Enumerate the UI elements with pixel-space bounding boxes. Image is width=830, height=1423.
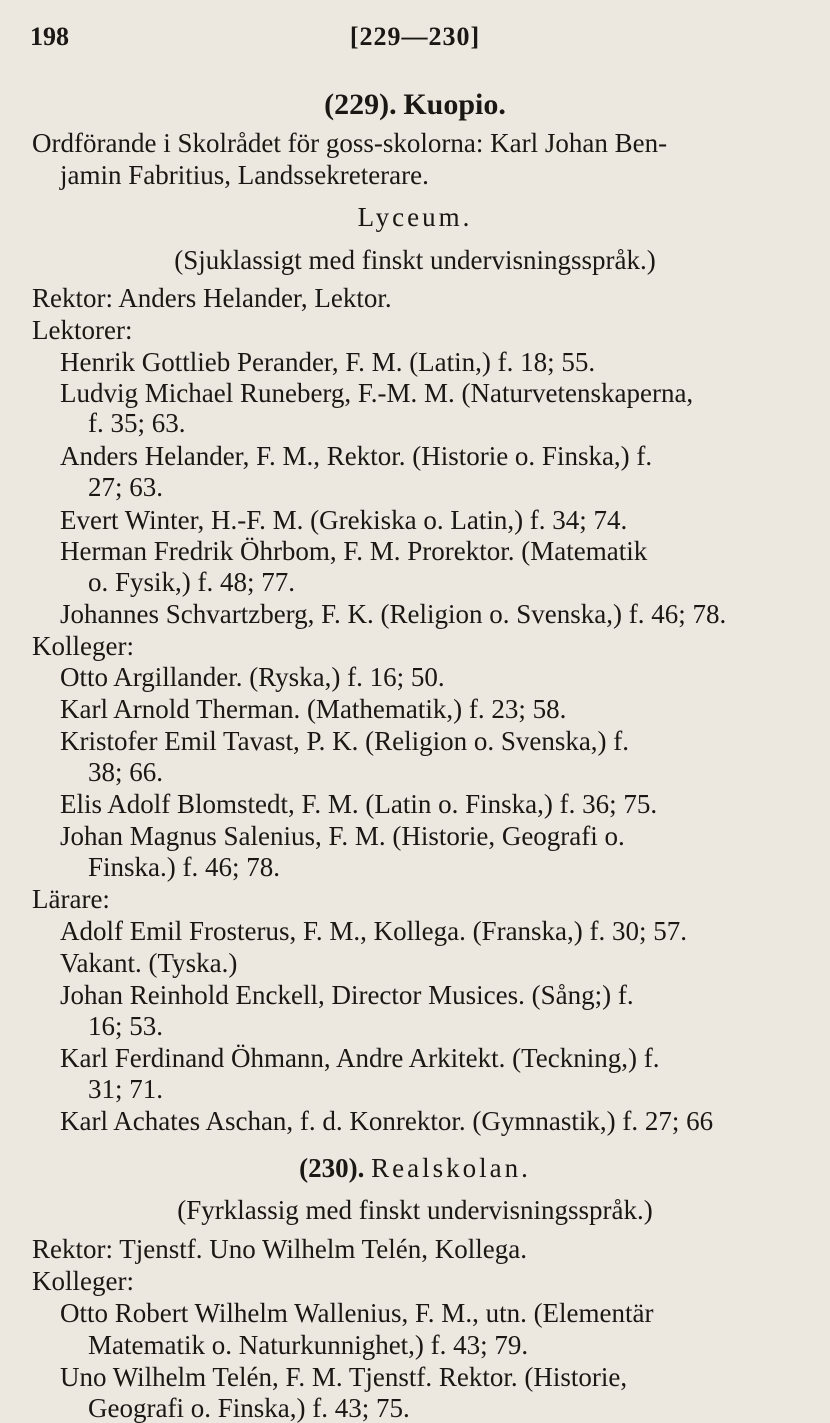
page-header bbox=[0, 22, 830, 62]
larare-entry: Karl Ferdinand Öhmann, Andre Arkitekt. (Teckning,) f. bbox=[60, 1043, 660, 1073]
school-subtitle-realskolan: (Fyrklassig med finskt undervisningsspråk.) bbox=[177, 1195, 653, 1225]
section-229-title: Kuopio. bbox=[403, 88, 506, 121]
larare-entry-continued: 31; 71. bbox=[88, 1074, 164, 1104]
section-230-heading bbox=[0, 1153, 830, 1183]
lektor-entry: Evert Winter, H.-F. M. (Grekiska o. Latin,) f. 34; 74. bbox=[60, 505, 628, 535]
realskolan-kollega-entry: Uno Wilhelm Telén, F. M. Tjenstf. Rektor. (Historie, bbox=[60, 1362, 628, 1392]
larare-heading: Lärare: bbox=[32, 884, 110, 914]
lektorer-heading: Lektorer: bbox=[32, 315, 133, 345]
realskolan-kollega-entry: Otto Robert Wilhelm Wallenius, F. M., utn. (Elementär bbox=[60, 1298, 654, 1328]
lektor-entry-continued: 27; 63. bbox=[88, 472, 164, 502]
lektor-entry-continued: f. 35; 63. bbox=[88, 408, 186, 438]
larare-entry: Karl Achates Aschan, f. d. Konrektor. (Gymnastik,) f. 27; 66 bbox=[60, 1106, 714, 1136]
kollega-entry: Johan Magnus Salenius, F. M. (Historie, Geografi o. bbox=[60, 821, 625, 851]
kollega-entry: Karl Arnold Therman. (Mathematik,) f. 23; 58. bbox=[60, 694, 567, 724]
school-name-lyceum: Lyceum. bbox=[357, 202, 473, 232]
lektor-entry: Anders Helander, F. M., Rektor. (Historie o. Finska,) f. bbox=[60, 441, 653, 471]
lektor-entry-continued: o. Fysik,) f. 48; 77. bbox=[88, 567, 296, 597]
realskolan-rektor-line: Rektor: Tjenstf. Uno Wilhelm Telén, Kollega. bbox=[32, 1234, 527, 1264]
chairman-line-2: jamin Fabritius, Landssekreterare. bbox=[60, 160, 429, 190]
section-229-number: (229). bbox=[324, 88, 397, 121]
larare-entry-continued: 16; 53. bbox=[88, 1011, 164, 1041]
larare-entry: Adolf Emil Frosterus, F. M., Kollega. (Franska,) f. 30; 57. bbox=[60, 916, 688, 946]
kollega-entry: Otto Argillander. (Ryska,) f. 16; 50. bbox=[60, 662, 445, 692]
section-229-heading bbox=[0, 90, 830, 120]
realskolan-kollega-entry-continued: Geografi o. Finska,) f. 43; 75. bbox=[88, 1393, 410, 1423]
realskolan-kollega-entry-continued: Matematik o. Naturkunnighet,) f. 43; 79. bbox=[88, 1330, 529, 1360]
page-number: 198 bbox=[30, 22, 69, 51]
larare-entry: Vakant. (Tyska.) bbox=[60, 948, 238, 978]
chairman-line-1: Ordförande i Skolrådet för goss-skolorna: Karl Johan Ben- bbox=[32, 128, 668, 158]
kollega-entry-continued: 38; 66. bbox=[88, 757, 164, 787]
kollega-entry: Kristofer Emil Tavast, P. K. (Religion o. Svenska,) f. bbox=[60, 726, 630, 756]
section-230-title: Realskolan. bbox=[371, 1153, 531, 1183]
entry-range-header: [229—230] bbox=[349, 22, 481, 51]
kollega-entry: Elis Adolf Blomstedt, F. M. (Latin o. Finska,) f. 36; 75. bbox=[60, 789, 658, 819]
kollega-entry-continued: Finska.) f. 46; 78. bbox=[88, 852, 280, 882]
realskolan-kolleger-heading: Kolleger: bbox=[32, 1266, 134, 1296]
lektor-entry: Henrik Gottlieb Perander, F. M. (Latin,) f. 18; 55. bbox=[60, 347, 596, 377]
lektor-entry: Ludvig Michael Runeberg, F.-M. M. (Naturvetenskaperna, bbox=[60, 378, 694, 408]
lektor-entry: Johannes Schvartzberg, F. K. (Religion o. Svenska,) f. 46; 78. bbox=[60, 599, 727, 629]
larare-entry: Johan Reinhold Enckell, Director Musices. (Sång;) f. bbox=[60, 980, 634, 1010]
section-230-number: (230). bbox=[299, 1153, 365, 1183]
kolleger-heading: Kolleger: bbox=[32, 631, 134, 661]
school-subtitle-lyceum: (Sjuklassigt med finskt undervisningsspråk.) bbox=[174, 245, 656, 275]
lektor-entry: Herman Fredrik Öhrbom, F. M. Prorektor. (Matematik bbox=[60, 536, 648, 566]
rektor-line: Rektor: Anders Helander, Lektor. bbox=[32, 283, 392, 313]
